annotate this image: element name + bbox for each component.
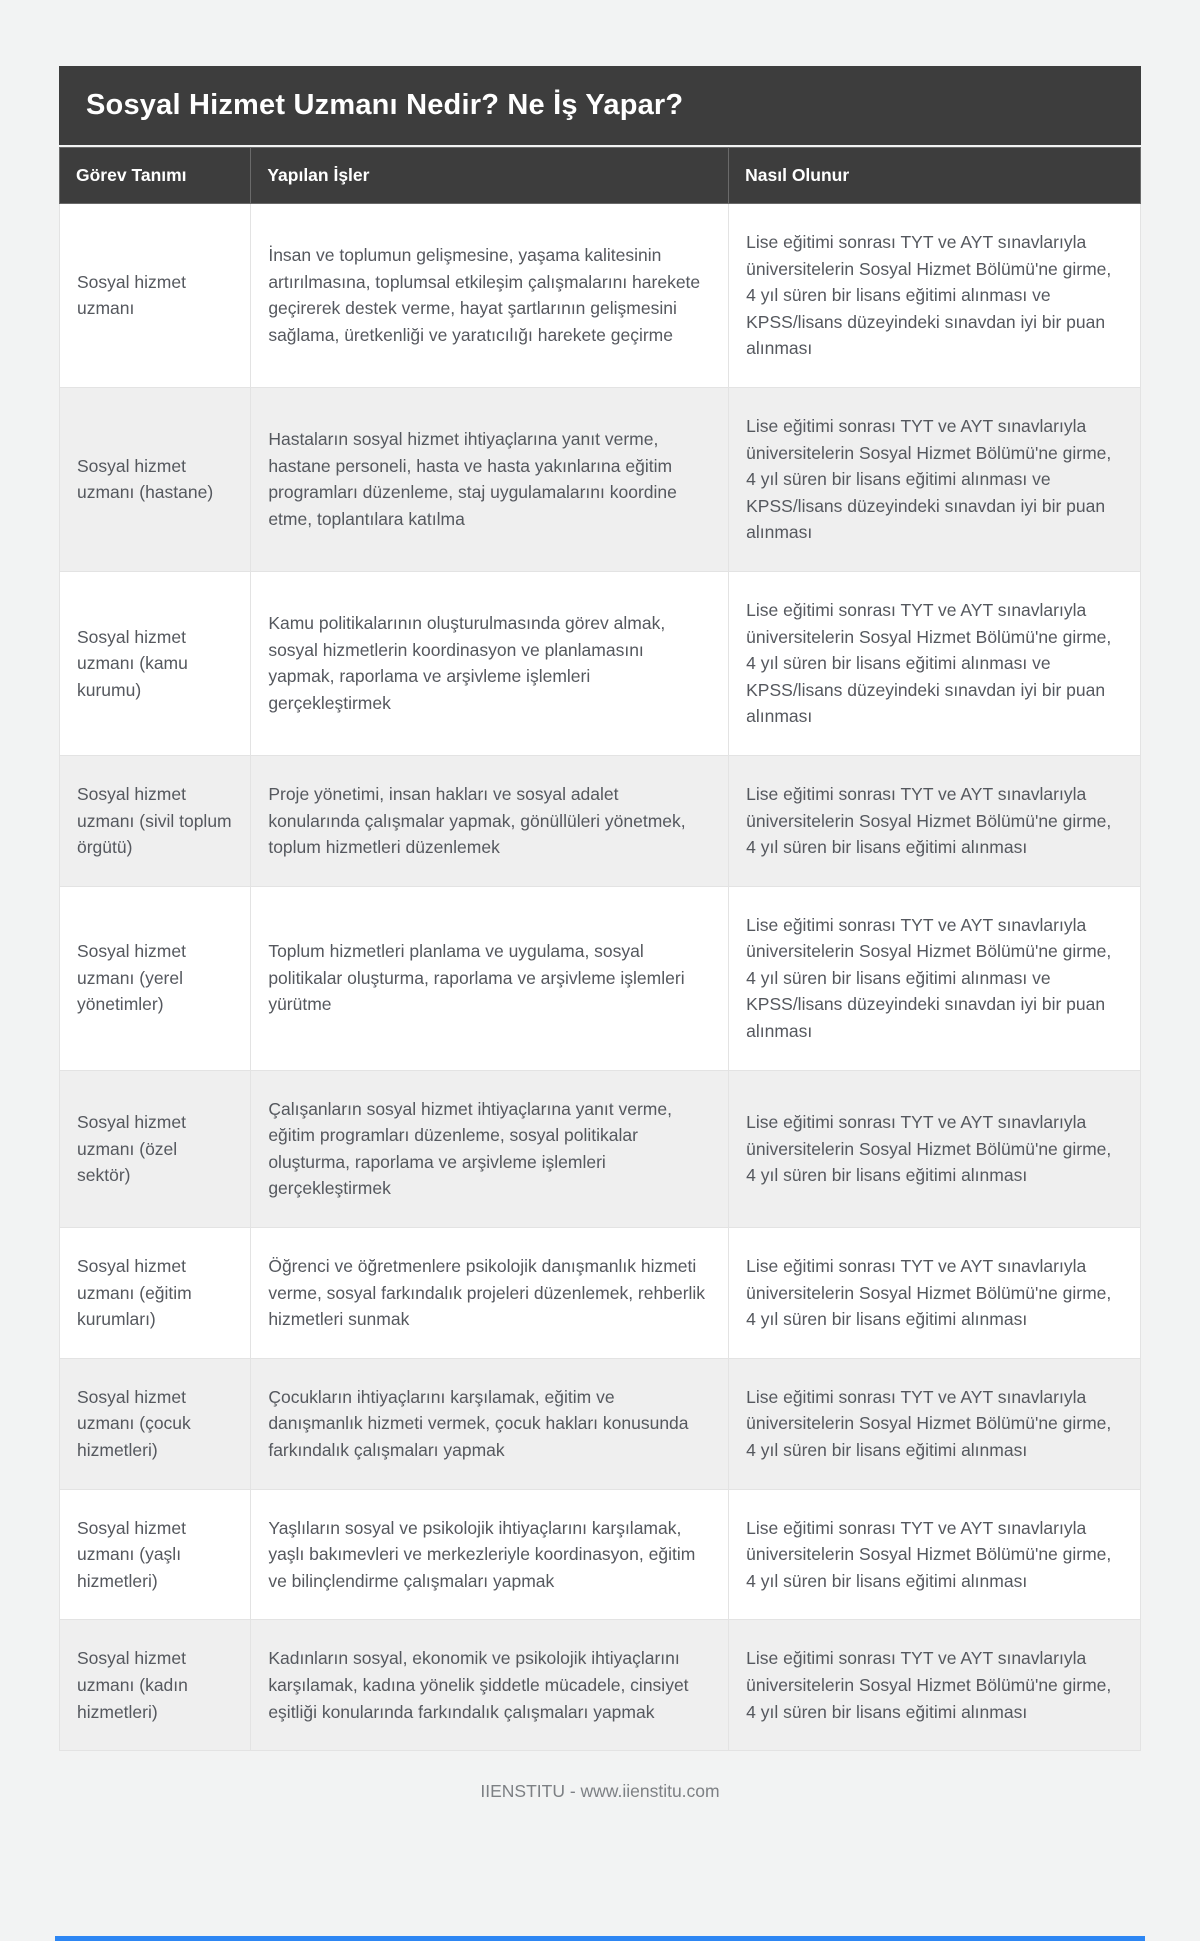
page-title: Sosyal Hizmet Uzmanı Nedir? Ne İş Yapar?	[59, 66, 1141, 145]
tasks-cell: Proje yönetimi, insan hakları ve sosyal adalet konularında çalışmalar yapmak, gönüllüleri yönetmek, toplum hizmetleri düzenlemek	[251, 755, 729, 886]
job-title-cell: Sosyal hizmet uzmanı (eğitim kurumları)	[60, 1228, 251, 1359]
table-row	[60, 1228, 1141, 1359]
table-row	[60, 1489, 1141, 1620]
table-row	[60, 886, 1141, 1070]
table-row	[60, 1358, 1141, 1489]
column-header-nasil-olunur: Nasıl Olunur	[729, 148, 1141, 204]
how-to-cell: Lise eğitimi sonrası TYT ve AYT sınavlarıyla üniversitelerin Sosyal Hizmet Bölümü'ne girme, 4 yıl süren bir lisans eğitimi alınması ve KPSS/lisans düzeyindeki sınavdan iyi bir puan alınması	[729, 571, 1141, 755]
job-title-cell: Sosyal hizmet uzmanı (çocuk hizmetleri)	[60, 1358, 251, 1489]
how-to-cell: Lise eğitimi sonrası TYT ve AYT sınavlarıyla üniversitelerin Sosyal Hizmet Bölümü'ne girme, 4 yıl süren bir lisans eğitimi alınması	[729, 755, 1141, 886]
table-header	[60, 148, 1141, 204]
table-row	[60, 1070, 1141, 1227]
how-to-cell: Lise eğitimi sonrası TYT ve AYT sınavlarıyla üniversitelerin Sosyal Hizmet Bölümü'ne girme, 4 yıl süren bir lisans eğitimi alınması ve KPSS/lisans düzeyindeki sınavdan iyi bir puan alınması	[729, 204, 1141, 388]
job-title-cell: Sosyal hizmet uzmanı (özel sektör)	[60, 1070, 251, 1227]
table-body	[60, 204, 1141, 1751]
job-title-cell: Sosyal hizmet uzmanı (kamu kurumu)	[60, 571, 251, 755]
tasks-cell: Toplum hizmetleri planlama ve uygulama, sosyal politikalar oluşturma, raporlama ve arşivleme işlemleri yürütme	[251, 886, 729, 1070]
table-row	[60, 571, 1141, 755]
job-title-cell: Sosyal hizmet uzmanı (yaşlı hizmetleri)	[60, 1489, 251, 1620]
table-row	[60, 204, 1141, 388]
tasks-cell: Çocukların ihtiyaçlarını karşılamak, eğitim ve danışmanlık hizmeti vermek, çocuk hakları konusunda farkındalık çalışmaları yapmak	[251, 1358, 729, 1489]
job-info-table	[59, 147, 1141, 1751]
how-to-cell: Lise eğitimi sonrası TYT ve AYT sınavlarıyla üniversitelerin Sosyal Hizmet Bölümü'ne girme, 4 yıl süren bir lisans eğitimi alınması	[729, 1228, 1141, 1359]
job-title-cell: Sosyal hizmet uzmanı (yerel yönetimler)	[60, 886, 251, 1070]
bottom-accent-bar	[55, 1936, 1145, 1941]
job-title-cell: Sosyal hizmet uzmanı (hastane)	[60, 387, 251, 571]
tasks-cell: Çalışanların sosyal hizmet ihtiyaçlarına yanıt verme, eğitim programları düzenleme, sosyal politikalar oluşturma, raporlama ve arşivleme işlemleri gerçekleştirmek	[251, 1070, 729, 1227]
job-title-cell: Sosyal hizmet uzmanı (sivil toplum örgütü)	[60, 755, 251, 886]
footer-text: IIENSTITU - www.iienstitu.com	[480, 1781, 720, 1802]
how-to-cell: Lise eğitimi sonrası TYT ve AYT sınavlarıyla üniversitelerin Sosyal Hizmet Bölümü'ne girme, 4 yıl süren bir lisans eğitimi alınması	[729, 1358, 1141, 1489]
column-header-gorev-tanimi: Görev Tanımı	[60, 148, 251, 204]
job-title-cell: Sosyal hizmet uzmanı	[60, 204, 251, 388]
table-row	[60, 387, 1141, 571]
tasks-cell: Öğrenci ve öğretmenlere psikolojik danışmanlık hizmeti verme, sosyal farkındalık projeleri düzenlemek, rehberlik hizmetleri sunmak	[251, 1228, 729, 1359]
table-row	[60, 1620, 1141, 1751]
how-to-cell: Lise eğitimi sonrası TYT ve AYT sınavlarıyla üniversitelerin Sosyal Hizmet Bölümü'ne girme, 4 yıl süren bir lisans eğitimi alınması	[729, 1620, 1141, 1751]
tasks-cell: Kadınların sosyal, ekonomik ve psikolojik ihtiyaçlarını karşılamak, kadına yönelik şiddetle mücadele, cinsiyet eşitliği konularında farkındalık çalışmaları yapmak	[251, 1620, 729, 1751]
how-to-cell: Lise eğitimi sonrası TYT ve AYT sınavlarıyla üniversitelerin Sosyal Hizmet Bölümü'ne girme, 4 yıl süren bir lisans eğitimi alınması ve KPSS/lisans düzeyindeki sınavdan iyi bir puan alınması	[729, 886, 1141, 1070]
column-header-yapilan-isler: Yapılan İşler	[251, 148, 729, 204]
content-container	[59, 0, 1141, 1802]
how-to-cell: Lise eğitimi sonrası TYT ve AYT sınavlarıyla üniversitelerin Sosyal Hizmet Bölümü'ne girme, 4 yıl süren bir lisans eğitimi alınması ve KPSS/lisans düzeyindeki sınavdan iyi bir puan alınması	[729, 387, 1141, 571]
table-header-row	[60, 148, 1141, 204]
tasks-cell: Kamu politikalarının oluşturulmasında görev almak, sosyal hizmetlerin koordinasyon ve planlamasını yapmak, raporlama ve arşivleme işlemleri gerçekleştirmek	[251, 571, 729, 755]
tasks-cell: Hastaların sosyal hizmet ihtiyaçlarına yanıt verme, hastane personeli, hasta ve hasta yakınlarına eğitim programları düzenleme, staj uygulamalarını koordine etme, toplantılara katılma	[251, 387, 729, 571]
how-to-cell: Lise eğitimi sonrası TYT ve AYT sınavlarıyla üniversitelerin Sosyal Hizmet Bölümü'ne girme, 4 yıl süren bir lisans eğitimi alınması	[729, 1070, 1141, 1227]
job-title-cell: Sosyal hizmet uzmanı (kadın hizmetleri)	[60, 1620, 251, 1751]
table-row	[60, 755, 1141, 886]
tasks-cell: İnsan ve toplumun gelişmesine, yaşama kalitesinin artırılmasına, toplumsal etkileşim çalışmalarını harekete geçirerek destek verme, hayat şartlarının gelişmesini sağlama, üretkenliği ve yaratıcılığı harekete geçirme	[251, 204, 729, 388]
tasks-cell: Yaşlıların sosyal ve psikolojik ihtiyaçlarını karşılamak, yaşlı bakımevleri ve merkezleriyle koordinasyon, eğitim ve bilinçlendirme çalışmaları yapmak	[251, 1489, 729, 1620]
how-to-cell: Lise eğitimi sonrası TYT ve AYT sınavlarıyla üniversitelerin Sosyal Hizmet Bölümü'ne girme, 4 yıl süren bir lisans eğitimi alınması	[729, 1489, 1141, 1620]
